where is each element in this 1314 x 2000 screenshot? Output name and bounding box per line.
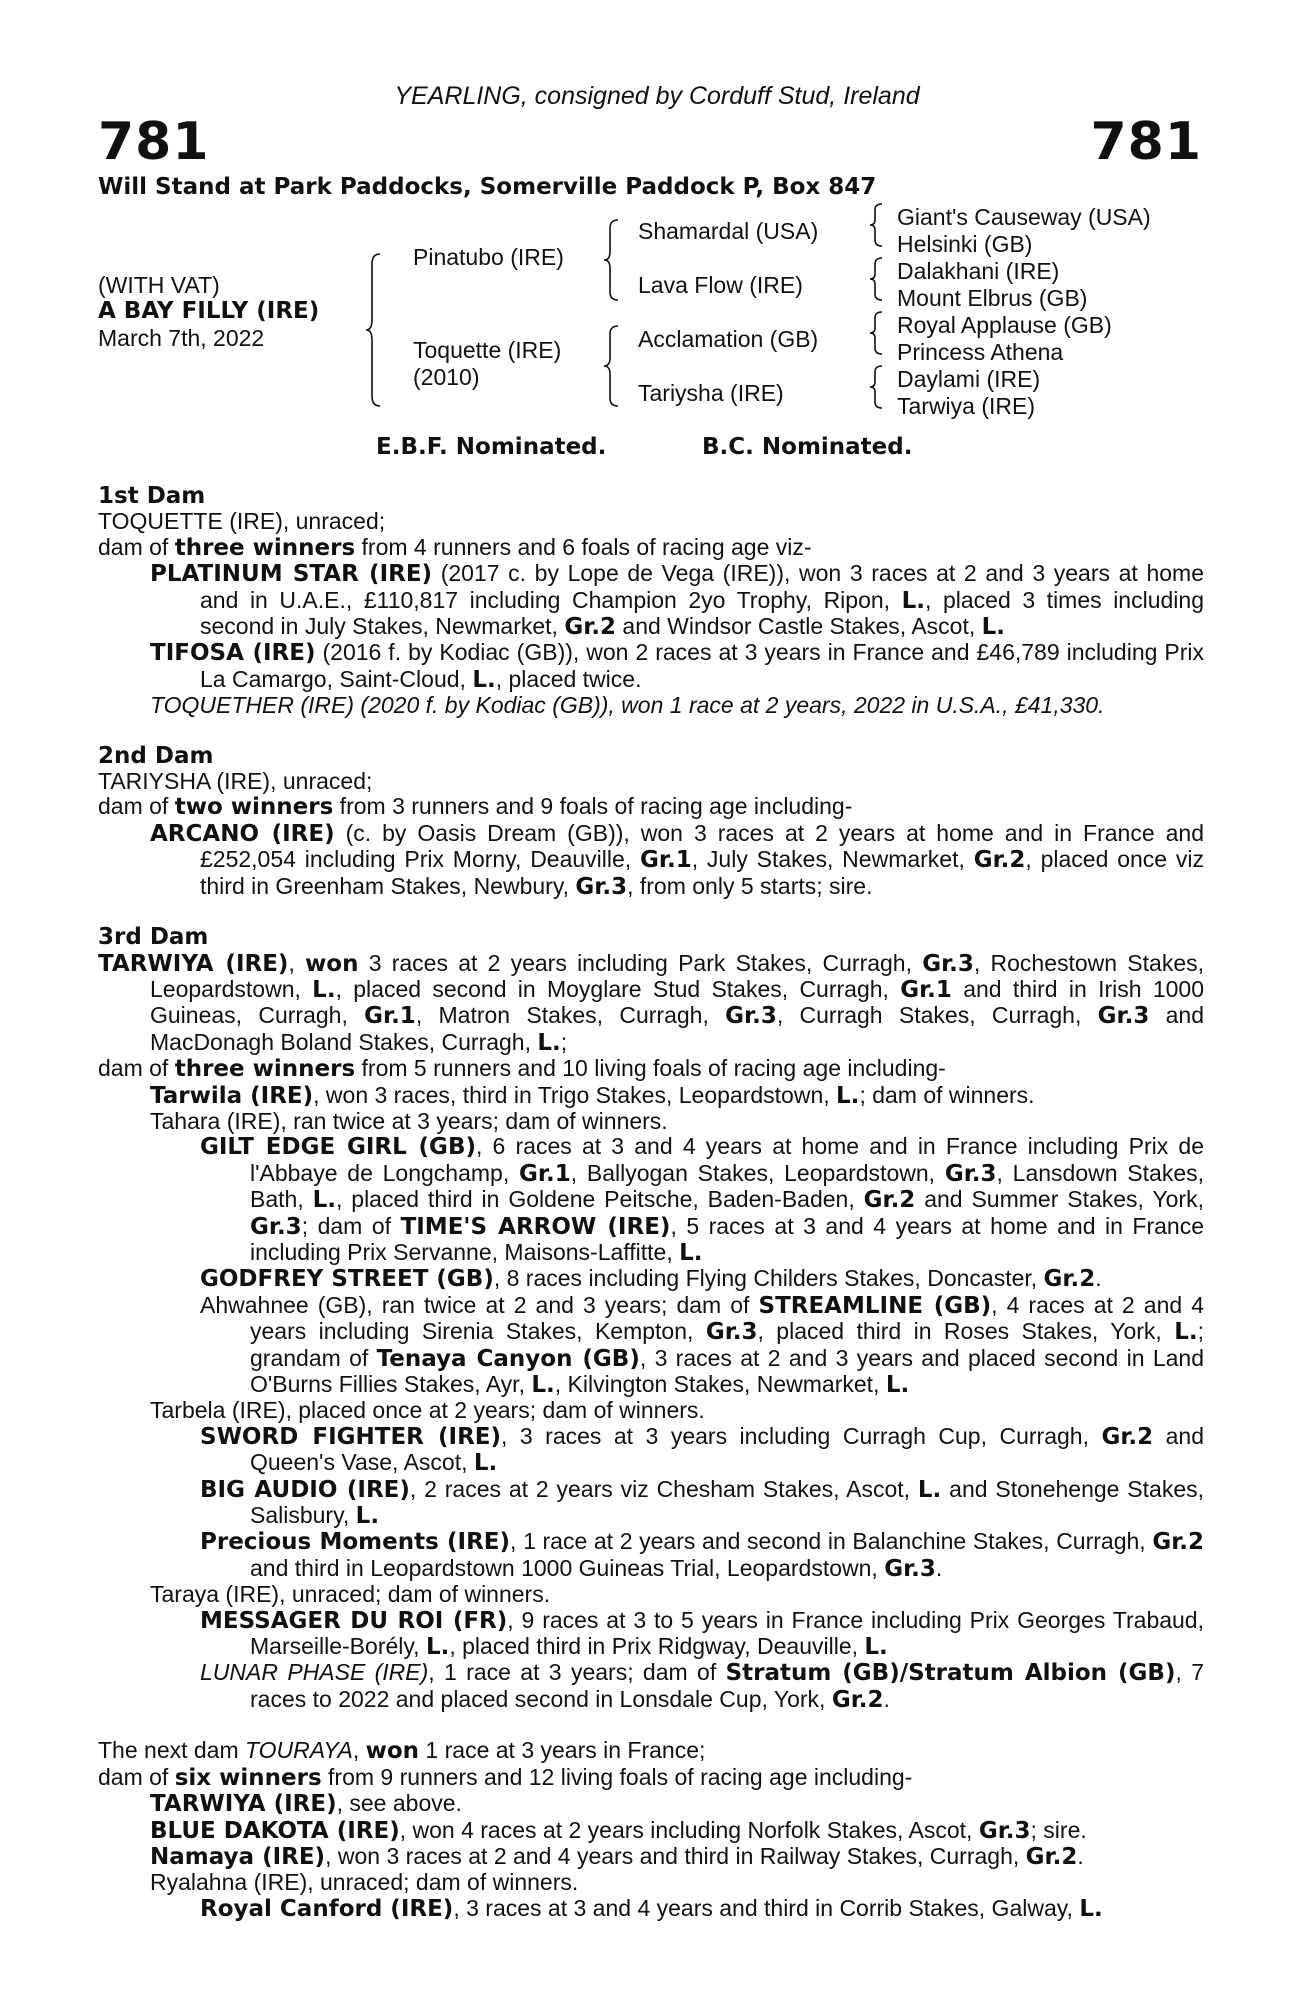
dam2-line1: TARIYSHA (IRE), unraced;: [98, 768, 373, 795]
sire-sire: Shamardal (USA): [638, 218, 819, 244]
dam3-godfrey-street: GODFREY STREET (GB), 8 races including Flying Childers Stakes, Doncaster, Gr.2.: [200, 1265, 1102, 1293]
consignment-line: YEARLING, consigned by Corduff Stud, Ireland: [394, 82, 920, 110]
dam1-line2: dam of three winners from 4 runners and 6 foals of racing age viz-: [98, 533, 812, 561]
pedigree-brackets-gen3: [868, 200, 888, 426]
dam-sire: Acclamation (GB): [638, 326, 819, 352]
gen3-3: Dalakhani (IRE): [897, 258, 1060, 284]
dam-year: (2010): [413, 364, 480, 390]
dam3-precious-moments: Precious Moments (IRE), 1 race at 2 years and second in Balanchine Stakes, Curragh, Gr.2 and third in Leopardstown 1000 Guineas Trial, Leopardstown, Gr.3.: [200, 1528, 1205, 1582]
lot-number-right: 781: [1090, 112, 1202, 172]
dam3-tarwiya: TARWIYA (IRE), won 3 races at 2 years including Park Stakes, Curragh, Gr.3, Rochestown Stakes, Leopardstown, L., placed second in Moyglare Stud Stakes, Curragh, Gr.1 and third in Irish 1000 Guineas, Curragh, Gr.1, Matron Stakes, Curragh, Gr.3, Curragh Stakes, Curragh, Gr.3 and MacDonagh Boland Stakes, Curragh, L.;: [98, 949, 1205, 1056]
dam3-messager-du-roi: MESSAGER DU ROI (FR), 9 races at 3 to 5 years in France including Prix Georges Trabaud, Marseille-Borély, L., placed third in Prix Ridgway, Deauville, L.: [200, 1606, 1204, 1661]
next-dam-dam-of: dam of six winners from 9 runners and 12 living foals of racing age including-: [98, 1763, 913, 1791]
dam3-lunar-phase: LUNAR PHASE (IRE), 1 race at 3 years; dam of Stratum (GB)/Stratum Albion (GB), 7 races to 2022 and placed second in Lonsdale Cup, York, Gr.2.: [200, 1659, 1205, 1713]
bc-nominated: B.C. Nominated.: [702, 434, 913, 460]
dam3-sword-fighter: SWORD FIGHTER (IRE), 3 races at 3 years including Curragh Cup, Curragh, Gr.2 and Queen's Vase, Ascot, L.: [200, 1422, 1204, 1477]
next-dam-royal-canford: Royal Canford (IRE), 3 races at 3 and 4 years and third in Corrib Stakes, Galway, L.: [200, 1894, 1103, 1922]
sire-dam: Lava Flow (IRE): [638, 272, 803, 298]
gen3-5: Royal Applause (GB): [897, 312, 1112, 338]
pedigree-bracket-dam: [602, 322, 624, 412]
dam3-taraya: Taraya (IRE), unraced; dam of winners.: [150, 1581, 551, 1608]
dam1-progeny-tifosa: TIFOSA (IRE) (2016 f. by Kodiac (GB)), won 2 races at 3 years in France and £46,789 including Prix La Camargo, Saint-Cloud, L., placed twice.: [150, 639, 1205, 693]
next-dam-tarwiya: TARWIYA (IRE), see above.: [150, 1790, 462, 1818]
next-dam-namaya: Namaya (IRE), won 3 races at 2 and 4 years and third in Railway Stakes, Curragh, Gr.2.: [150, 1842, 1084, 1870]
dam3-heading: 3rd Dam: [98, 924, 209, 951]
gen3-2: Helsinki (GB): [897, 231, 1033, 257]
dam: Toquette (IRE): [413, 337, 562, 363]
lot-number-left: 781: [98, 112, 210, 172]
dam2-line2: dam of two winners from 3 runners and 9 foals of racing age including-: [98, 793, 853, 821]
next-dam-ryalahna: Ryalahna (IRE), unraced; dam of winners.: [150, 1869, 579, 1896]
dam1-progeny-toquether: TOQUETHER (IRE) (2020 f. by Kodiac (GB)), won 1 race at 2 years, 2022 in U.S.A., £41,330.: [150, 692, 1105, 719]
dam2-heading: 2nd Dam: [98, 742, 214, 769]
gen3-6: Princess Athena: [897, 339, 1064, 365]
gen3-8: Tarwiya (IRE): [897, 393, 1036, 419]
horse-dob: March 7th, 2022: [98, 325, 265, 351]
dam2-progeny-arcano: ARCANO (IRE) (c. by Oasis Dream (GB)), won 3 races at 2 years at home and in France and £252,054 including Prix Morny, Deauville, Gr.1, July Stakes, Newmarket, Gr.2, placed once viz third in Greenham Stakes, Newbury, Gr.3, from only 5 starts; sire.: [150, 819, 1205, 900]
dam3-tarwila: Tarwila (IRE), won 3 races, third in Trigo Stakes, Leopardstown, L.; dam of winners.: [150, 1081, 1035, 1109]
horse-name: A BAY FILLY (IRE): [98, 298, 320, 324]
gen3-4: Mount Elbrus (GB): [897, 285, 1088, 311]
pedigree-bracket-main: [364, 250, 386, 410]
dam3-tahara: Tahara (IRE), ran twice at 3 years; dam of winners.: [150, 1107, 668, 1134]
vat-note: (WITH VAT): [98, 272, 220, 298]
stand-location: Will Stand at Park Paddocks, Somerville Paddock P, Box 847: [98, 174, 877, 200]
dam1-progeny-platinum-star: PLATINUM STAR (IRE) (2017 c. by Lope de Vega (IRE)), won 3 races at 2 and 3 years at home and in U.A.E., £110,817 including Champion 2yo Trophy, Ripon, L., placed 3 times including second in July Stakes, Newmarket, Gr.2 and Windsor Castle Stakes, Ascot, L.: [150, 560, 1204, 641]
next-dam-line: The next dam TOURAYA, won 1 race at 3 years in France;: [98, 1737, 706, 1765]
gen3-1: Giant's Causeway (USA): [897, 204, 1151, 230]
catalogue-text: [98, 484, 1204, 1922]
dam3-ahwahnee: Ahwahnee (GB), ran twice at 2 and 3 years; dam of STREAMLINE (GB), 4 races at 2 and 4 years including Sirenia Stakes, Kempton, Gr.3, placed third in Roses Stakes, York, L.; grandam of Tenaya Canyon (GB), 3 races at 2 and 3 years and placed second in Land O'Burns Fillies Stakes, Ayr, L., Kilvington Stakes, Newmarket, L.: [200, 1291, 1204, 1398]
dam3-big-audio: BIG AUDIO (IRE), 2 races at 2 years viz Chesham Stakes, Ascot, L. and Stonehenge Stakes, Salisbury, L.: [200, 1475, 1204, 1530]
sire: Pinatubo (IRE): [413, 244, 564, 270]
dam1-line1: TOQUETTE (IRE), unraced;: [98, 508, 386, 535]
next-dam-blue-dakota: BLUE DAKOTA (IRE), won 4 races at 2 years including Norfolk Stakes, Ascot, Gr.3; sire.: [150, 1816, 1087, 1844]
gen3-7: Daylami (IRE): [897, 366, 1041, 392]
dam3-dam-of: dam of three winners from 5 runners and 10 living foals of racing age including-: [98, 1055, 946, 1083]
dam-dam: Tariysha (IRE): [638, 380, 784, 406]
dam3-tarbela: Tarbela (IRE), placed once at 2 years; dam of winners.: [150, 1397, 705, 1424]
pedigree-bracket-sire: [602, 216, 624, 306]
dam3-gilt-edge-girl: GILT EDGE GIRL (GB), 6 races at 3 and 4 years at home and in France including Prix de l'Abbaye de Longchamp, Gr.1, Ballyogan Stakes, Leopardstown, Gr.3, Lansdown Stakes, Bath, L., placed third in Goldene Peitsche, Baden-Baden, Gr.2 and Summer Stakes, York, Gr.3; dam of TIME'S ARROW (IRE), 5 races at 3 and 4 years at home and in France including Prix Servanne, Maisons-Laffitte, L.: [200, 1133, 1205, 1266]
ebf-nominated: E.B.F. Nominated.: [376, 434, 607, 460]
dam1-heading: 1st Dam: [98, 483, 206, 509]
